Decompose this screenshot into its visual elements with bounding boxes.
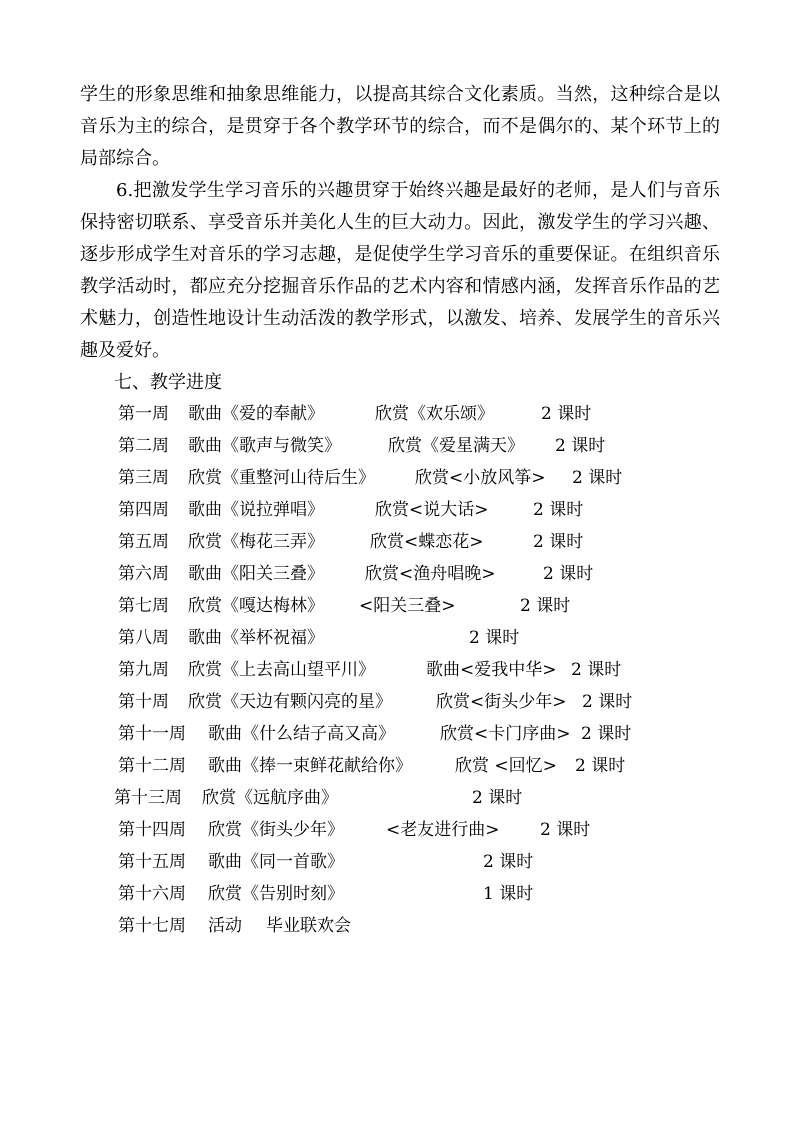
week-label: 第一周 (118, 404, 169, 424)
schedule-row (0, 686, 794, 718)
schedule-item-primary: 欣赏《街头少年》 (208, 820, 344, 840)
schedule-row (0, 462, 794, 494)
schedule-item-secondary: 毕业联欢会 (266, 916, 351, 936)
schedule-hours: 2 课时 (540, 820, 591, 840)
week-label: 第三周 (118, 468, 169, 488)
schedule-item-primary: 欣赏《远航序曲》 (202, 788, 338, 808)
week-label: 第十三周 (114, 788, 182, 808)
schedule-item-secondary: 欣赏<小放风筝> (415, 468, 546, 488)
schedule-item-secondary: 欣赏<蝶恋花> (370, 532, 484, 552)
schedule-item-primary: 欣赏《重整河山待后生》 (188, 468, 375, 488)
week-label: 第九周 (118, 660, 169, 680)
paragraph-interest: 6.把激发学生学习音乐的兴趣贯穿于始终兴趣是最好的老师，是人们与音乐保持密切联系、享受音乐并美化人生的巨大动力。因此，激发学生的学习兴趣、逐步形成学生对音乐的学习志趣，是促使学生学习音乐的重要保证。在组织音乐教学活动时，都应充分挖掘音乐作品的艺术内容和情感内涵，发挥音乐作品的艺术魅力，创造性地设计生动活泼的教学形式，以激发、培养、发展学生的音乐兴趣及爱好。 (80, 180, 720, 361)
paragraph-integration: 学生的形象思维和抽象思维能力，以提高其综合文化素质。当然，这种综合是以音乐为主的综合，是贯穿于各个教学环节的综合，而不是偶尔的、某个环节上的局部综合。 (80, 84, 720, 169)
schedule-item-primary: 欣赏《告别时刻》 (208, 884, 344, 904)
week-label: 第七周 (118, 596, 169, 616)
schedule-hours: 2 课时 (472, 788, 523, 808)
schedule-row (0, 526, 794, 558)
schedule-item-primary: 欣赏《上去高山望平川》 (188, 660, 375, 680)
schedule-hours: 2 课时 (469, 628, 520, 648)
schedule-item-secondary: 歌曲<爱我中华> (426, 660, 557, 680)
schedule-item-primary: 歌曲《歌声与微笑》 (188, 436, 341, 456)
schedule-item-primary: 活动 (208, 916, 242, 936)
schedule-hours: 2 课时 (555, 436, 606, 456)
schedule-item-secondary: 欣赏《爱星满天》 (388, 436, 524, 456)
schedule-item-primary: 歌曲《举杯祝福》 (188, 628, 324, 648)
week-label: 第十五周 (118, 852, 186, 872)
schedule-item-secondary: 欣赏《欢乐颂》 (375, 404, 494, 424)
schedule-item-secondary: 欣赏 <回忆> (455, 756, 557, 776)
schedule-hours: 2 课时 (582, 692, 633, 712)
schedule-row (0, 558, 794, 590)
schedule-item-primary: 歌曲《爱的奉献》 (188, 404, 324, 424)
schedule-item-primary: 歌曲《什么结子高又高》 (208, 724, 395, 744)
schedule-item-primary: 欣赏《天边有颗闪亮的星》 (188, 692, 392, 712)
schedule-row (0, 718, 794, 750)
week-label: 第十一周 (118, 724, 186, 744)
schedule-row (0, 750, 794, 782)
schedule-hours: 2 课时 (520, 596, 571, 616)
schedule-item-secondary: <老友进行曲> (386, 820, 500, 840)
week-label: 第十七周 (118, 916, 186, 936)
schedule-item-primary: 欣赏《梅花三弄》 (188, 532, 324, 552)
week-label: 第二周 (118, 436, 169, 456)
schedule-item-secondary: <阳关三叠> (359, 596, 456, 616)
schedule-row (0, 622, 794, 654)
schedule-hours: 2 课时 (575, 756, 626, 776)
schedule-hours: 1 课时 (483, 884, 534, 904)
schedule-row (0, 654, 794, 686)
schedule-item-secondary: 欣赏<说大话> (375, 500, 489, 520)
schedule-hours: 2 课时 (541, 404, 592, 424)
week-label: 第六周 (118, 564, 169, 584)
schedule-row (0, 846, 794, 878)
schedule-row (0, 398, 794, 430)
schedule-hours: 2 课时 (483, 852, 534, 872)
schedule-hours: 2 课时 (543, 564, 594, 584)
schedule-item-secondary: 欣赏<渔舟唱晚> (365, 564, 496, 584)
schedule-hours: 2 课时 (533, 500, 584, 520)
schedule-item-primary: 歌曲《阳关三叠》 (188, 564, 324, 584)
week-label: 第五周 (118, 532, 169, 552)
schedule-row (0, 910, 794, 942)
schedule-row (0, 782, 794, 814)
week-label: 第四周 (118, 500, 169, 520)
schedule-hours: 2 课时 (533, 532, 584, 552)
schedule-item-primary: 歌曲《捧一束鲜花献给你》 (208, 756, 412, 776)
schedule-hours: 2 课时 (571, 660, 622, 680)
section-heading: 七、教学进度 (114, 372, 222, 393)
week-label: 第十二周 (118, 756, 186, 776)
week-label: 第十四周 (118, 820, 186, 840)
schedule-item-primary: 欣赏《嘎达梅林》 (188, 596, 324, 616)
schedule-row (0, 814, 794, 846)
schedule-hours: 2 课时 (572, 468, 623, 488)
schedule-item-primary: 歌曲《说拉弹唱》 (188, 500, 324, 520)
schedule-row (0, 590, 794, 622)
week-label: 第十六周 (118, 884, 186, 904)
schedule-row (0, 430, 794, 462)
schedule-row (0, 878, 794, 910)
schedule-item-primary: 歌曲《同一首歌》 (208, 852, 344, 872)
schedule-hours: 2 课时 (581, 724, 632, 744)
schedule-item-secondary: 欣赏<街头少年> (436, 692, 567, 712)
week-label: 第十周 (118, 692, 169, 712)
schedule-item-secondary: 欣赏<卡门序曲> (440, 724, 571, 744)
schedule-row (0, 494, 794, 526)
week-label: 第八周 (118, 628, 169, 648)
